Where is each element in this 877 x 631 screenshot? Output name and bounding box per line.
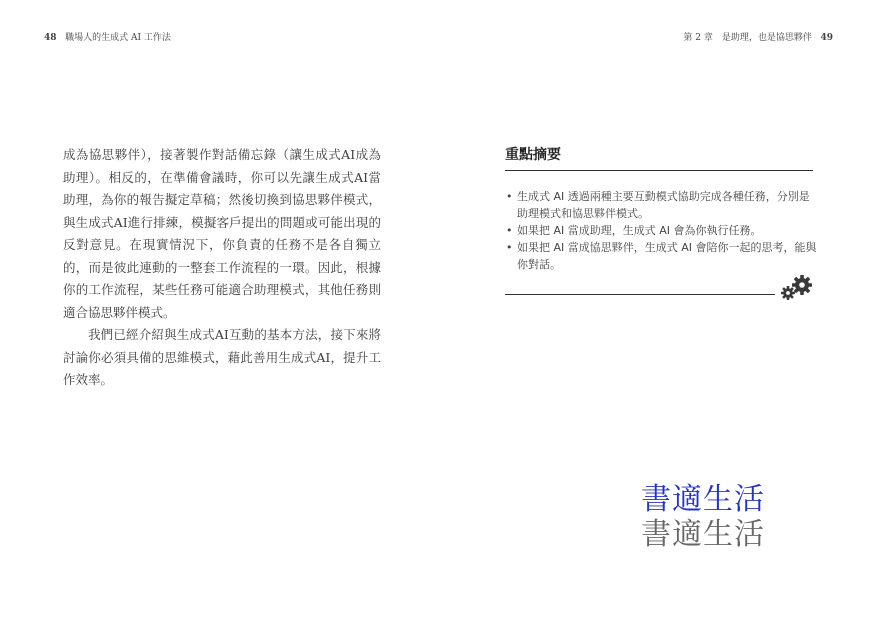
left-page-number: 48 bbox=[44, 33, 57, 43]
summary-bullet-text: 如果把 AI 當成協思夥伴，生成式 AI 會陪你一起的思考，能與你對話。 bbox=[517, 241, 817, 271]
summary-bullet-item bbox=[505, 239, 817, 273]
right-running-title: 第 2 章 是助理，也是協思夥伴 bbox=[683, 33, 812, 43]
summary-bullet-item bbox=[505, 222, 817, 239]
watermark-line-blue: 書適生活 bbox=[641, 482, 765, 517]
right-page-number: 49 bbox=[820, 33, 833, 43]
right-page-header bbox=[683, 30, 833, 43]
bullet-marker: • bbox=[506, 241, 513, 254]
summary-bullet-text: 如果把 AI 當成助理，生成式 AI 會為你執行任務。 bbox=[517, 224, 762, 237]
summary-bullet-list bbox=[505, 188, 817, 273]
body-paragraph: 我們已經介紹與生成式AI互動的基本方法，接下來將討論你必須具備的思維模式，藉此善用生成式AI，提升工作效率。 bbox=[63, 327, 381, 387]
summary-top-divider bbox=[505, 170, 813, 171]
summary-bullet-text: 生成式 AI 透過兩種主要互動模式協助完成各種任務，分別是助理模式和協思夥伴模式。 bbox=[517, 190, 810, 220]
left-running-title: 職場人的生成式 AI 工作法 bbox=[65, 33, 171, 43]
summary-bullet-item bbox=[505, 188, 817, 222]
left-page-body-text bbox=[63, 144, 381, 392]
body-paragraph: 成為協思夥伴），接著製作對話備忘錄（讓生成式AI成為助理）。相反的，在準備會議時，你可以先讓生成式AI當助理，為你的報告擬定草稿；然後切換到協思夥伴模式，與生成式AI進行排練，模擬客戶提出的問題或可能出現的反對意見。在現實情況下，你負責的任務不是各自獨立的，而是彼此連動的一整套工作流程的一環。因此，根據你的工作流程，某些任務可能適合助理模式，其他任務則適合協思夥伴模式。 bbox=[63, 147, 381, 320]
summary-bottom-divider bbox=[505, 294, 775, 295]
gears-icon bbox=[780, 274, 814, 302]
left-page-header bbox=[44, 30, 171, 43]
summary-box-title: 重點摘要 bbox=[505, 147, 561, 163]
bullet-marker: • bbox=[506, 224, 513, 237]
bullet-marker: • bbox=[506, 190, 513, 203]
watermark-line-gray: 書適生活 bbox=[641, 517, 765, 552]
